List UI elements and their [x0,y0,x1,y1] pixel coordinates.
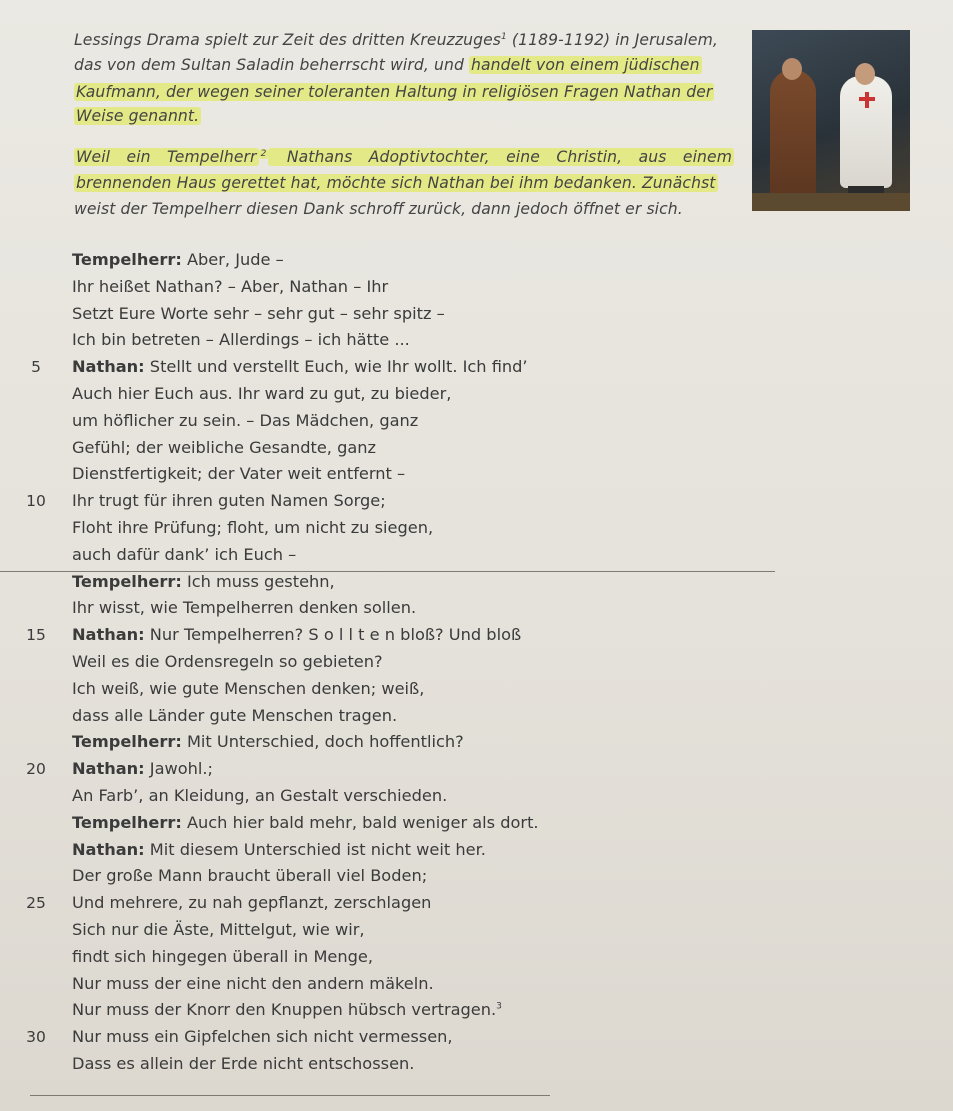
verse-text: um höflicher zu sein. – Das Mädchen, ganz [72,411,419,430]
verse-text: Sich nur die Äste, Mittelgut, wie wir, [72,920,365,939]
verse-text: findt sich hingegen überall in Menge, [72,947,374,966]
verse-line [72,782,447,810]
footnote-marker: 2 [260,148,267,159]
verse-text: Auch hier Euch aus. Ihr ward zu gut, zu bieder, [72,384,452,403]
intro-line [74,197,683,221]
verse-text: dass alle Länder gute Menschen tragen. [72,706,398,725]
speaker-name: Nathan: [72,625,145,644]
verse-text: Aber, Jude – [181,250,284,269]
verse-line [72,728,464,756]
verse-line [72,273,388,301]
speaker-name: Tempelherr: [72,732,182,751]
verse-line [72,970,434,998]
verse-text: Nur muss der Knorr den Knuppen hübsch vertragen. [72,1000,497,1019]
verse-text: Mit diesem Unterschied ist nicht weit her. [144,840,486,859]
verse-text: Gefühl; der weibliche Gesandte, ganz [72,438,377,457]
intro-line [74,171,718,195]
stage-photo [752,30,910,211]
line-number: 10 [26,492,46,510]
speaker-name: Nathan: [72,759,145,778]
highlighted-text: Kaufmann, der wegen seiner toleranten Haltung in religiösen Fragen Nathan der [76,83,713,101]
verse-text: Ich muss gestehn, [181,572,335,591]
line-number: 15 [26,626,46,644]
verse-line [72,916,365,944]
line-number: 25 [26,894,46,912]
verse-line [72,1023,453,1051]
speaker-name: Nathan: [72,357,145,376]
verse-text: Nur muss der eine nicht den andern mäkeln. [72,974,434,993]
verse-line [72,996,502,1024]
highlighted-text: Weise genannt. [76,107,200,125]
highlighted-text: Weil ein Tempelherr [76,148,257,166]
verse-line [72,514,433,542]
verse-text: Auch hier bald mehr, bald weniger als dort. [181,813,539,832]
verse-line [72,434,376,462]
divider-line [0,571,775,572]
verse-text: Ich weiß, wie gute Menschen denken; weiß, [72,679,425,698]
intro-text-span: das von dem Sultan Saladin beherrscht wird, und [74,56,469,74]
speaker-name: Tempelherr: [72,572,182,591]
verse-text: Ihr wisst, wie Tempelherren denken sollen. [72,598,417,617]
footnote-marker: 1 [501,31,507,42]
verse-line [72,702,397,730]
verse-line [72,1050,414,1078]
verse-text: Ich bin betreten – Allerdings – ich hätte ... [72,330,410,349]
verse-line [72,353,528,381]
line-number: 20 [26,760,46,778]
intro-line [74,28,718,52]
intro-line [74,104,201,128]
footnote-marker: 3 [496,1001,502,1012]
verse-text: Ihr heißet Nathan? – Aber, Nathan – Ihr [72,277,389,296]
verse-text: Jawohl.; [144,759,213,778]
verse-text: An Farb’, an Kleidung, an Gestalt verschieden. [72,786,448,805]
verse-line [72,809,539,837]
verse-line [72,648,383,676]
verse-text: Mit Unterschied, doch hoffentlich? [181,732,464,751]
verse-line [72,380,451,408]
verse-line [72,675,424,703]
intro-text-span: weist der Tempelherr diesen Dank schroff zurück, dann jedoch öffnet er sich. [74,200,683,218]
verse-text: Der große Mann braucht überall viel Boden; [72,866,428,885]
speaker-name: Tempelherr: [72,250,182,269]
verse-line [72,460,405,488]
verse-text: Dass es allein der Erde nicht entschossen. [72,1054,415,1073]
verse-line [72,246,284,274]
verse-line [72,889,431,917]
verse-line [72,755,213,783]
intro-line [74,80,714,104]
speaker-name: Nathan: [72,840,145,859]
line-number: 30 [26,1028,46,1046]
highlighted-text: brennenden Haus gerettet hat, möchte sich Nathan bei ihm bedanken. Zunächst [76,174,716,192]
photo-figure-nathan [770,70,816,200]
verse-text: auch dafür dank’ ich Euch – [72,545,297,564]
divider-line-bottom [30,1095,550,1096]
verse-line [72,541,296,569]
verse-text: Setzt Eure Worte sehr – sehr gut – sehr spitz – [72,304,445,323]
verse-line [72,862,427,890]
verse-line [72,594,416,622]
verse-text: Nur Tempelherren? S o l l t e n bloß? Und bloß [144,625,522,644]
verse-text: Weil es die Ordensregeln so gebieten? [72,652,383,671]
verse-line [72,836,486,864]
verse-text: Floht ihre Prüfung; floht, um nicht zu siegen, [72,518,434,537]
line-number: 5 [31,358,41,376]
verse-text: Stellt und verstellt Euch, wie Ihr wollt. Ich find’ [144,357,528,376]
intro-line [74,145,734,169]
verse-line [72,300,445,328]
intro-text-span: (1189-1192) in Jerusalem, [506,31,718,49]
verse-line [72,568,335,596]
speaker-name: Tempelherr: [72,813,182,832]
verse-line [72,326,410,354]
verse-line [72,621,521,649]
verse-text: Nur muss ein Gipfelchen sich nicht vermessen, [72,1027,453,1046]
verse-text: Ihr trugt für ihren guten Namen Sorge; [72,491,386,510]
verse-line [72,407,418,435]
verse-text: Dienstfertigkeit; der Vater weit entfernt – [72,464,406,483]
verse-text: Und mehrere, zu nah gepflanzt, zerschlagen [72,893,432,912]
highlighted-text: handelt von einem jüdischen [471,56,700,74]
highlighted-text: Nathans Adoptivtochter, eine Christin, aus einem [270,148,732,166]
intro-line [74,53,702,77]
verse-line [72,943,373,971]
intro-text-span: Lessings Drama spielt zur Zeit des dritten Kreuzzuges [74,31,502,49]
verse-line [72,487,386,515]
